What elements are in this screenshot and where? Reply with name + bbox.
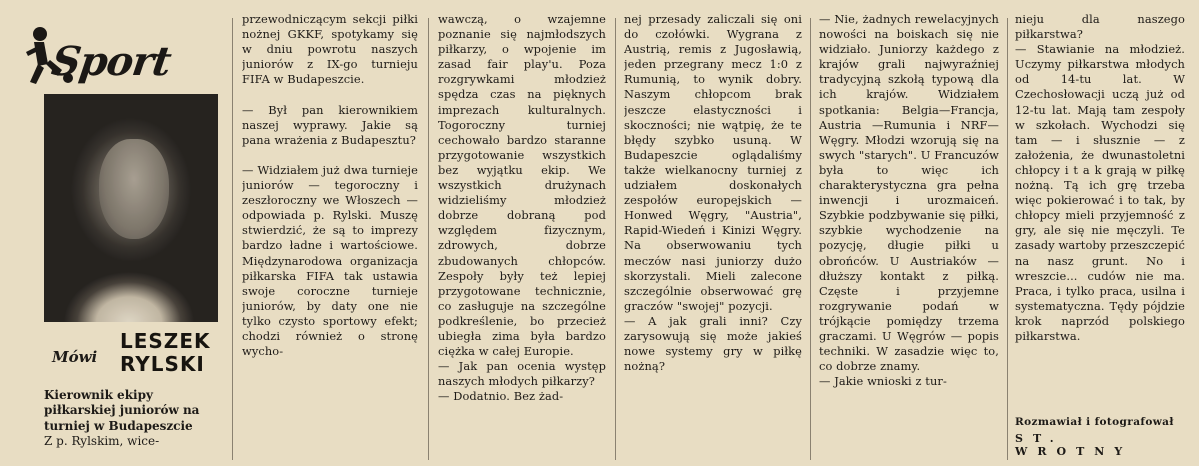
- article-column-1: przewodniczącym sekcji piłki nożnej GKKF, spotykamy się w dniu powrotu naszych juniorów z IX-go turnieju FIFA w Budapeszcie. — Był pan kierownikiem naszej wyprawy. Jakie są pana wrażenia z Budapesztu? — Widziałem już dwa turnieje juniorów — tegoroczny i zeszłoroczny we Włoszech — odpowiada p. Rylski. Muszę stwierdzić, że są to imprezy bardzo ładne i wartościowe. Międzynarodowa organizacja piłkarska FIFA tak ustawia swoje coroczne turnieje juniorów, by daty one nie tylko czysto sportowy efekt; chodzi również o stronę wycho-: [242, 12, 418, 359]
- byline-label: Rozmawiał i fotografował: [1015, 416, 1174, 428]
- article-column-5: nieju dla naszego piłkarstwa? — Stawianie na młodzież. Uczymy piłkarstwa młodych od 14-tu lat. W Czechosłowacji uczą już od 12-tu lat. Mają tam zespoły w szkołach. Wychodzi się tam — i słusznie — z założenia, że dwunastoletni chłopcy i t a k grają w piłkę nożną. Tą ich grę trzeba więc pokierować i to tak, by chłopcy mieli przyjemność z gry, ale się nie męczyli. Te zasady wartoby przeszczepić na nasz grunt. No i wreszcie... cudów nie ma. Praca, i tylko praca, usilna i systematyczna. Tędy pójdzie krok naprzód polskiego piłkarstwa.: [1015, 12, 1185, 343]
- column-rule: [615, 18, 616, 460]
- column-rule: [1007, 18, 1008, 460]
- face-shape: [99, 139, 169, 239]
- sport-masthead: [22, 12, 222, 92]
- byline: [1015, 416, 1187, 458]
- article-column-2: wawczą, o wzajemne poznanie się najmłodszych piłkarzy, o wpojenie im zasad fair play'u. Poza rozgrywkami młodzież spędza czas na pięknych imprezach kulturalnych. Togoroczny turniej cechowało bardzo staranne przygotowanie wszystkich bez wyjątku ekip. We wszystkich drużynach widzieliśmy młodzież dobrze dobraną pod względem fizycznym, zdrowych, dobrze zbudowanych chłopców. Zespoły były też lepiej przygotowane technicznie, co zasługuje na szczególne podkreślenie, bo przecież ubiegła zima była bardzo ciężka w całej Europie. — Jak pan ocenia występ naszych młodych piłkarzy? — Dodatnio. Bez żad-: [438, 12, 606, 404]
- column-rule: [810, 18, 811, 460]
- speaker-prefix: Mówi: [52, 348, 98, 366]
- speaker-name: [120, 330, 210, 376]
- lede-headline: Kierownik ekipy piłkarskiej juniorów na turniej w Budapeszcie: [44, 388, 200, 433]
- section-title: Sport: [48, 38, 174, 85]
- lede: [44, 388, 216, 450]
- byline-author: ST. WROTNY: [1015, 432, 1133, 458]
- article-column-4: — Nie, żadnych rewelacyjnych nowości na boiskach się nie widziało. Juniorzy każdego z krajów grali najwyraźniej tradycyjną szkołą typową dla ich krajów. Widziałem spotkania: Belgia—Francja, Austria —Rumunia i NRF—Węgry. Młodzi wzorują się na swych "starych". U Francuzów była to więc ich charakterystyczna gra pełna inwencji i urozmaiceń. Szybkie podzbywanie się piłki, szybkie wychodzenie na pozycję, długie piłki u obrońców. U Austriaków — dłuższy kontakt z piłką. Częste i przyjemne rozgrywanie podań w trójkącie pomiędzy trzema graczami. U Węgrów — popis techniki. W zasadzie więc to, co dobrze znamy. — Jakie wnioski z tur-: [819, 12, 999, 389]
- column-rule: [232, 18, 233, 460]
- collar-shape: [64, 242, 194, 322]
- speaker-first-name: LESZEK: [120, 329, 211, 353]
- speaker-label: [46, 328, 226, 380]
- lede-start: Z p. Rylskim, wice-: [44, 434, 160, 449]
- speaker-last-name: RYLSKI: [120, 352, 205, 376]
- portrait-photo: [44, 94, 218, 322]
- article-column-3: nej przesady zaliczali się oni do czołówki. Wygrana z Austrią, remis z Jugosławią, jeden przegrany mecz 1:0 z Rumunią, to wynik dobry. Naszym chłopcom brak jeszcze elastyczności i skoczności; nie wątpię, że te błędy szybko usuną. W Budapeszcie oglądaliśmy także wielkanocny turniej z udziałem doskonałych zespołów europejskich — Honwed Węgry, "Austria", Rapid-Wiedeń i Kinizi Węgry. Na obserwowaniu tych meczów nasi juniorzy dużo skorzystali. Mieli zalecone szczególnie obserwować grę graczów "swojej" pozycji. — A jak grali inni? Czy zarysowują się może jakieś nowe systemy gry w piłkę nożną?: [624, 12, 802, 374]
- column-rule: [428, 18, 429, 460]
